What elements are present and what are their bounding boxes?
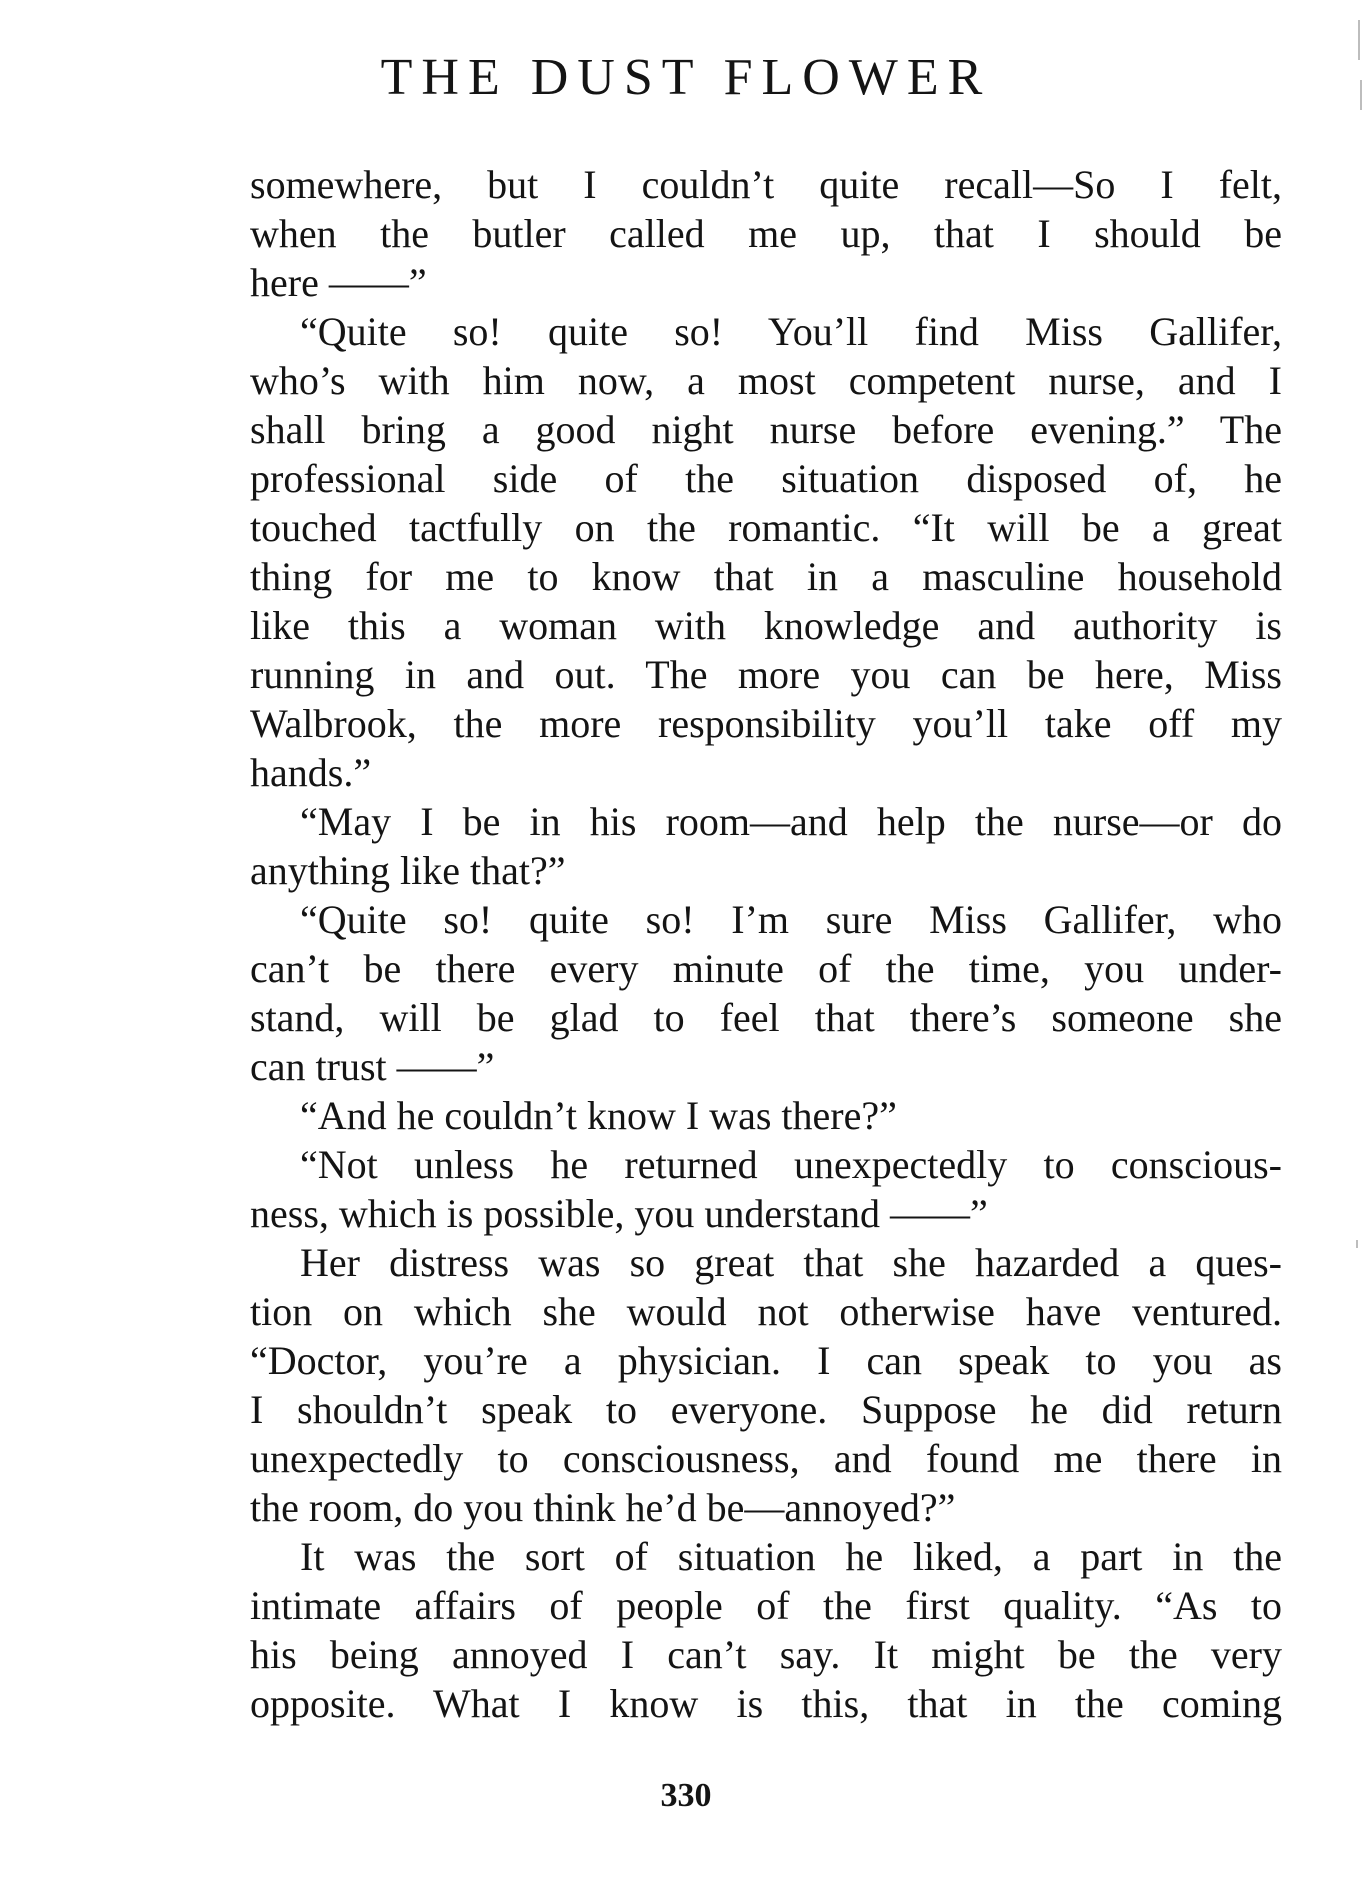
text-line: “Doctor, you’re a physician. I can speak to you as bbox=[250, 1338, 1282, 1383]
text-line: “Not unless he returned unexpectedly to conscious- bbox=[300, 1142, 1282, 1187]
text-line: stand, will be glad to feel that there’s someone she bbox=[250, 995, 1282, 1040]
text-line: here ——” bbox=[250, 260, 427, 305]
text-line: running in and out. The more you can be here, Miss bbox=[250, 652, 1282, 697]
text-line: “May I be in his room—and help the nurse—or do bbox=[300, 799, 1282, 844]
text-line: unexpectedly to consciousness, and found me there in bbox=[250, 1436, 1282, 1481]
text-line: thing for me to know that in a masculine household bbox=[250, 554, 1282, 599]
page-number: 330 bbox=[660, 1777, 712, 1814]
scan-speck bbox=[1356, 1240, 1358, 1248]
text-line: who’s with him now, a most competent nurse, and I bbox=[250, 358, 1282, 403]
scan-speck bbox=[1360, 80, 1362, 110]
text-line: his being annoyed I can’t say. It might be the very bbox=[250, 1632, 1282, 1677]
text-line: Her distress was so great that she hazarded a ques- bbox=[300, 1240, 1282, 1285]
text-line: somewhere, but I couldn’t quite recall—So I felt, bbox=[250, 162, 1282, 207]
text-line: intimate affairs of people of the first quality. “As to bbox=[250, 1583, 1282, 1628]
body-text bbox=[250, 160, 1282, 1728]
running-head: THE DUST FLOWER bbox=[380, 49, 992, 106]
text-line: anything like that?” bbox=[250, 848, 566, 893]
text-line: can trust ——” bbox=[250, 1044, 495, 1089]
text-line: “Quite so! quite so! You’ll find Miss Gallifer, bbox=[300, 309, 1282, 354]
text-line: Walbrook, the more responsibility you’ll take off my bbox=[250, 701, 1282, 746]
text-line: It was the sort of situation he liked, a part in the bbox=[300, 1534, 1282, 1579]
text-line: touched tactfully on the romantic. “It will be a great bbox=[250, 505, 1282, 550]
text-line: professional side of the situation disposed of, he bbox=[250, 456, 1282, 501]
text-line: ness, which is possible, you understand ——” bbox=[250, 1191, 988, 1236]
text-line: shall bring a good night nurse before evening.” The bbox=[250, 407, 1282, 452]
text-line: opposite. What I know is this, that in the coming bbox=[250, 1681, 1282, 1726]
text-line: can’t be there every minute of the time, you under- bbox=[250, 946, 1282, 991]
text-line: “And he couldn’t know I was there?” bbox=[300, 1093, 897, 1138]
text-line: tion on which she would not otherwise have ventured. bbox=[250, 1289, 1282, 1334]
text-line: the room, do you think he’d be—annoyed?” bbox=[250, 1485, 956, 1530]
text-line: when the butler called me up, that I should be bbox=[250, 211, 1282, 256]
scan-speck bbox=[1358, 20, 1360, 60]
text-line: hands.” bbox=[250, 750, 372, 795]
text-line: “Quite so! quite so! I’m sure Miss Gallifer, who bbox=[300, 897, 1282, 942]
text-line: like this a woman with knowledge and authority is bbox=[250, 603, 1282, 648]
text-line: I shouldn’t speak to everyone. Suppose he did return bbox=[250, 1387, 1282, 1432]
